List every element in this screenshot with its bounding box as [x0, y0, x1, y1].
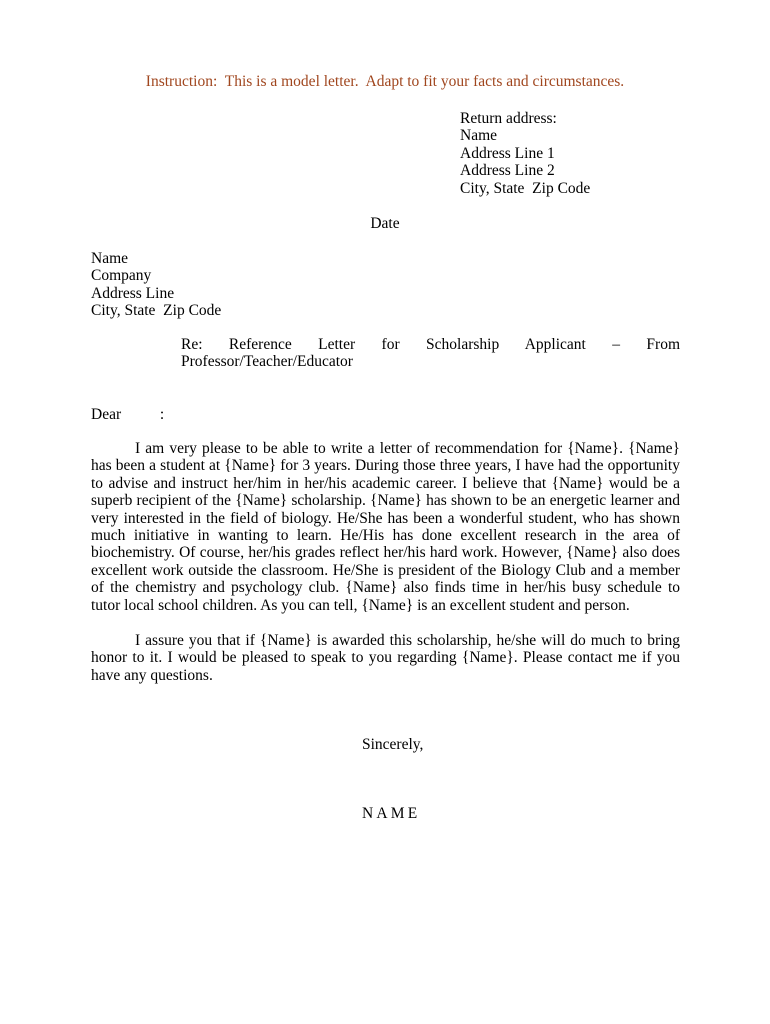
closing: Sincerely, — [362, 736, 424, 753]
return-address-heading: Return address: — [460, 110, 557, 127]
body-paragraph-2: I assure you that if {Name} is awarded this scholarship, he/she will do much to bring honor to it. I would be pleased to speak to you regarding {Name}. Please contact me if you have any questions. — [91, 632, 680, 684]
return-address-block — [460, 110, 590, 197]
recipient-city-state-zip: City, State Zip Code — [91, 302, 222, 320]
recipient-address-line: Address Line — [91, 284, 175, 302]
recipient-name: Name — [91, 250, 129, 267]
letter-date: Date — [370, 215, 400, 232]
return-address-line-1: Address Line 1 — [460, 144, 555, 162]
signature-name: NAME — [362, 805, 421, 822]
subject-line-continued: Professor/Teacher/Educator — [181, 353, 353, 370]
salutation: Dear : — [91, 406, 165, 423]
recipient-address-block — [91, 250, 221, 320]
instruction-note: Instruction: This is a model letter. Adapt to fit your facts and circumstances. — [145, 73, 625, 90]
return-address-city-state-zip: City, State Zip Code — [460, 179, 591, 197]
return-address-line-2: Address Line 2 — [460, 162, 555, 180]
recipient-company: Company — [91, 267, 152, 285]
body-paragraph-1: I am very please to be able to write a letter of recommendation for {Name}. {Name} has been a student at {Name} for 3 years. During those three years, I have had the opportunity to advise and instruct her/him in her/his academic career. I believe that {Name} would be a superb recipient of the {Name} scholarship. {Name} has shown to be an energetic learner and very interested in the field of biology. He/She has been a wonderful student, who has shown much initiative in wanting to learn. He/His has done excellent research in the area of biochemistry. Of course, her/his grades reflect her/his hard work. However, {Name} also does excellent work outside the classroom. He/She is president of the Biology Club and a member of the chemistry and psychology club. {Name} also finds time in her/his busy schedule to tutor local school children. As you can tell, {Name} is an excellent student and person. — [91, 440, 680, 614]
return-address-name: Name — [460, 127, 498, 145]
subject-line: Re: Reference Letter for Scholarship Applicant – From — [181, 336, 680, 353]
